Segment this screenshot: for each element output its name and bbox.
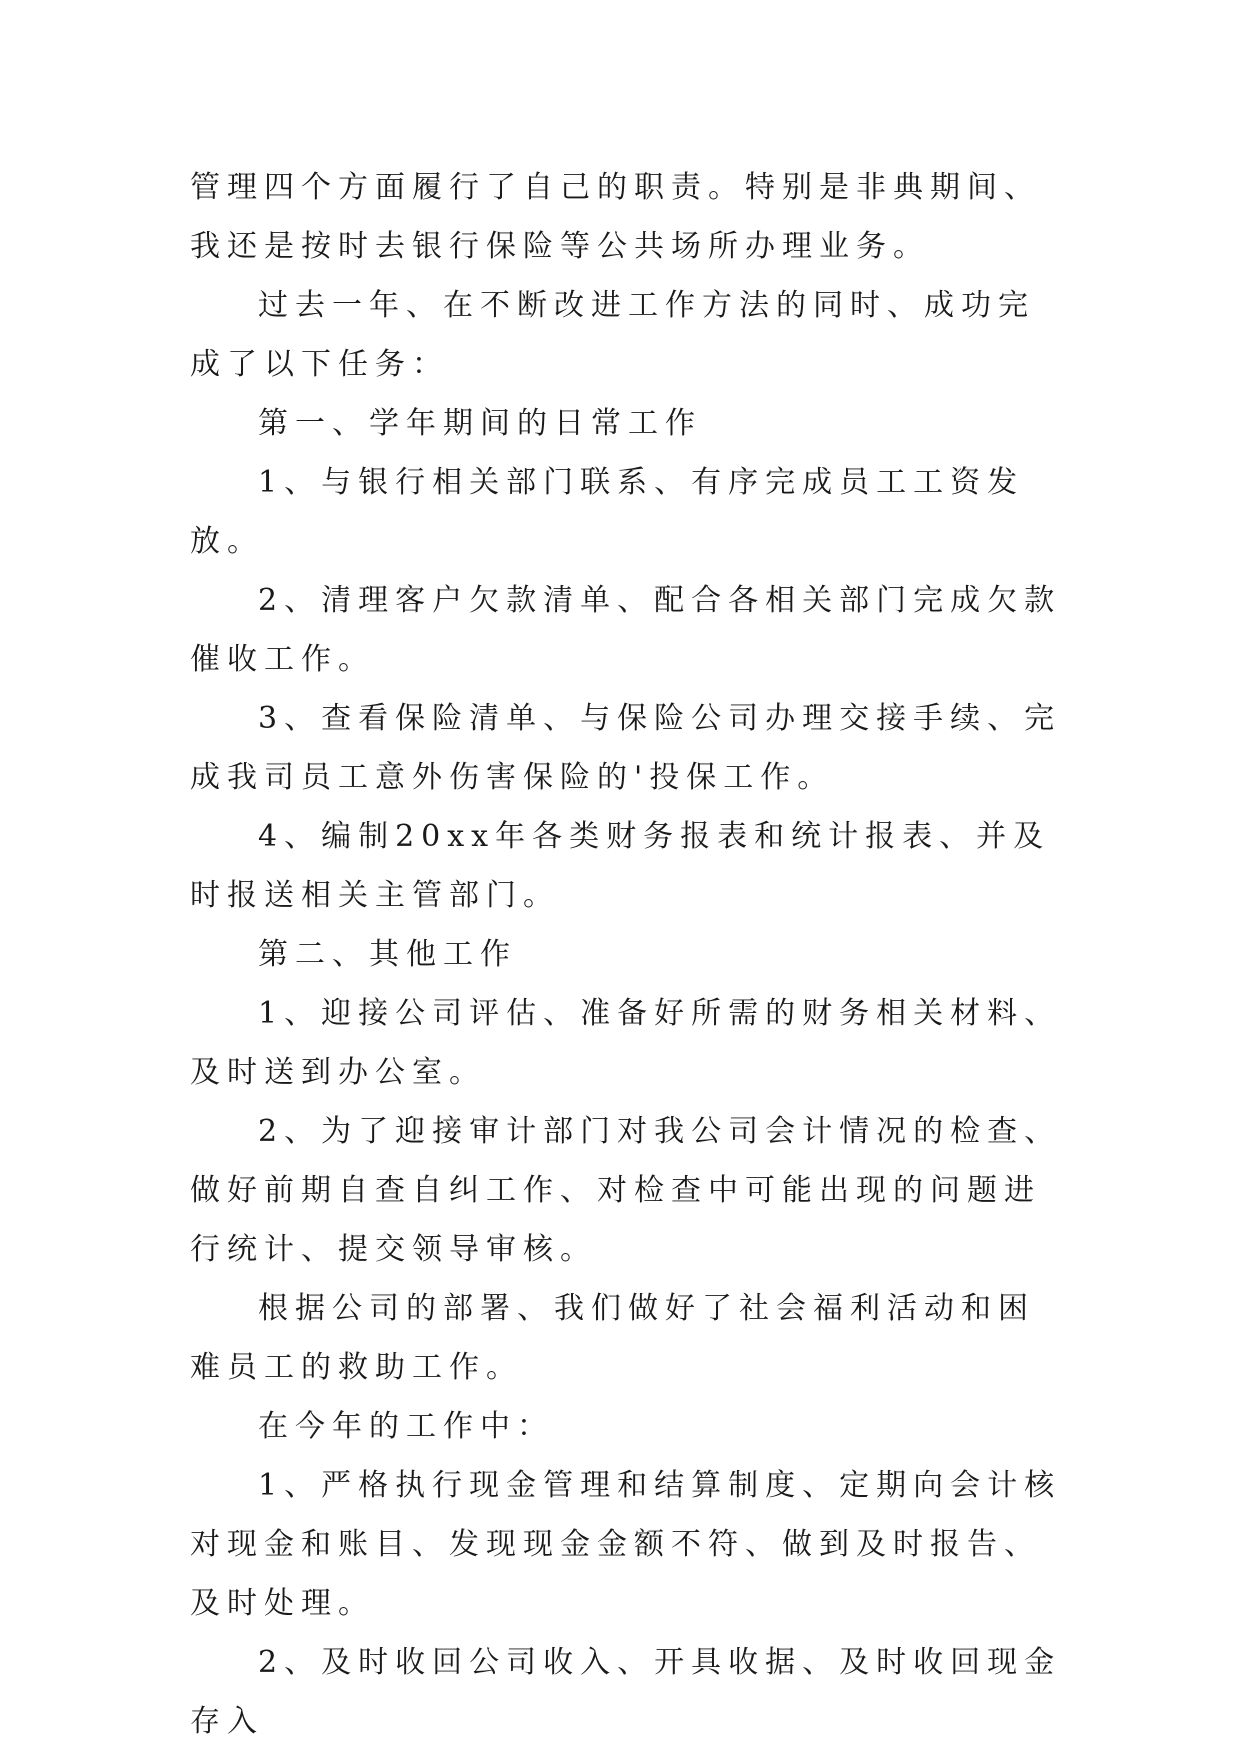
- list-item: 2、及时收回公司收入、开具收据、及时收回现金存入: [190, 1645, 1062, 1739]
- paragraph: 在今年的工作中：: [258, 1409, 554, 1444]
- list-item: 1、严格执行现金管理和结算制度、定期向会计核对现金和账目、发现现金金额不符、做到及时报告、及时处理。: [190, 1468, 1062, 1621]
- paragraph: 过去一年、在不断改进工作方法的同时、成功完成了以下任务：: [190, 288, 1035, 382]
- list-item: 1、与银行相关部门联系、有序完成员工工资发放。: [190, 465, 1025, 559]
- paragraph: 管理四个方面履行了自己的职责。特别是非典期间、我还是按时去银行保险等公共场所办理业务。: [190, 170, 1041, 264]
- section-heading: 第一、学年期间的日常工作: [258, 406, 702, 441]
- paragraph: 根据公司的部署、我们做好了社会福利活动和困难员工的救助工作。: [190, 1291, 1035, 1385]
- section-heading: 第二、其他工作: [258, 937, 517, 972]
- list-item: 4、编制20xx年各类财务报表和统计报表、并及时报送相关主管部门。: [190, 819, 1051, 913]
- list-item: 1、迎接公司评估、准备好所需的财务相关材料、及时送到办公室。: [190, 996, 1062, 1090]
- list-item: 3、查看保险清单、与保险公司办理交接手续、完成我司员工意外伤害保险的'投保工作。: [190, 701, 1062, 795]
- list-item: 2、清理客户欠款清单、配合各相关部门完成欠款催收工作。: [190, 583, 1062, 677]
- document-page: [190, 158, 1070, 1751]
- list-item: 2、为了迎接审计部门对我公司会计情况的检查、做好前期自查自纠工作、对检查中可能出现的问题进行统计、提交领导审核。: [190, 1114, 1062, 1267]
